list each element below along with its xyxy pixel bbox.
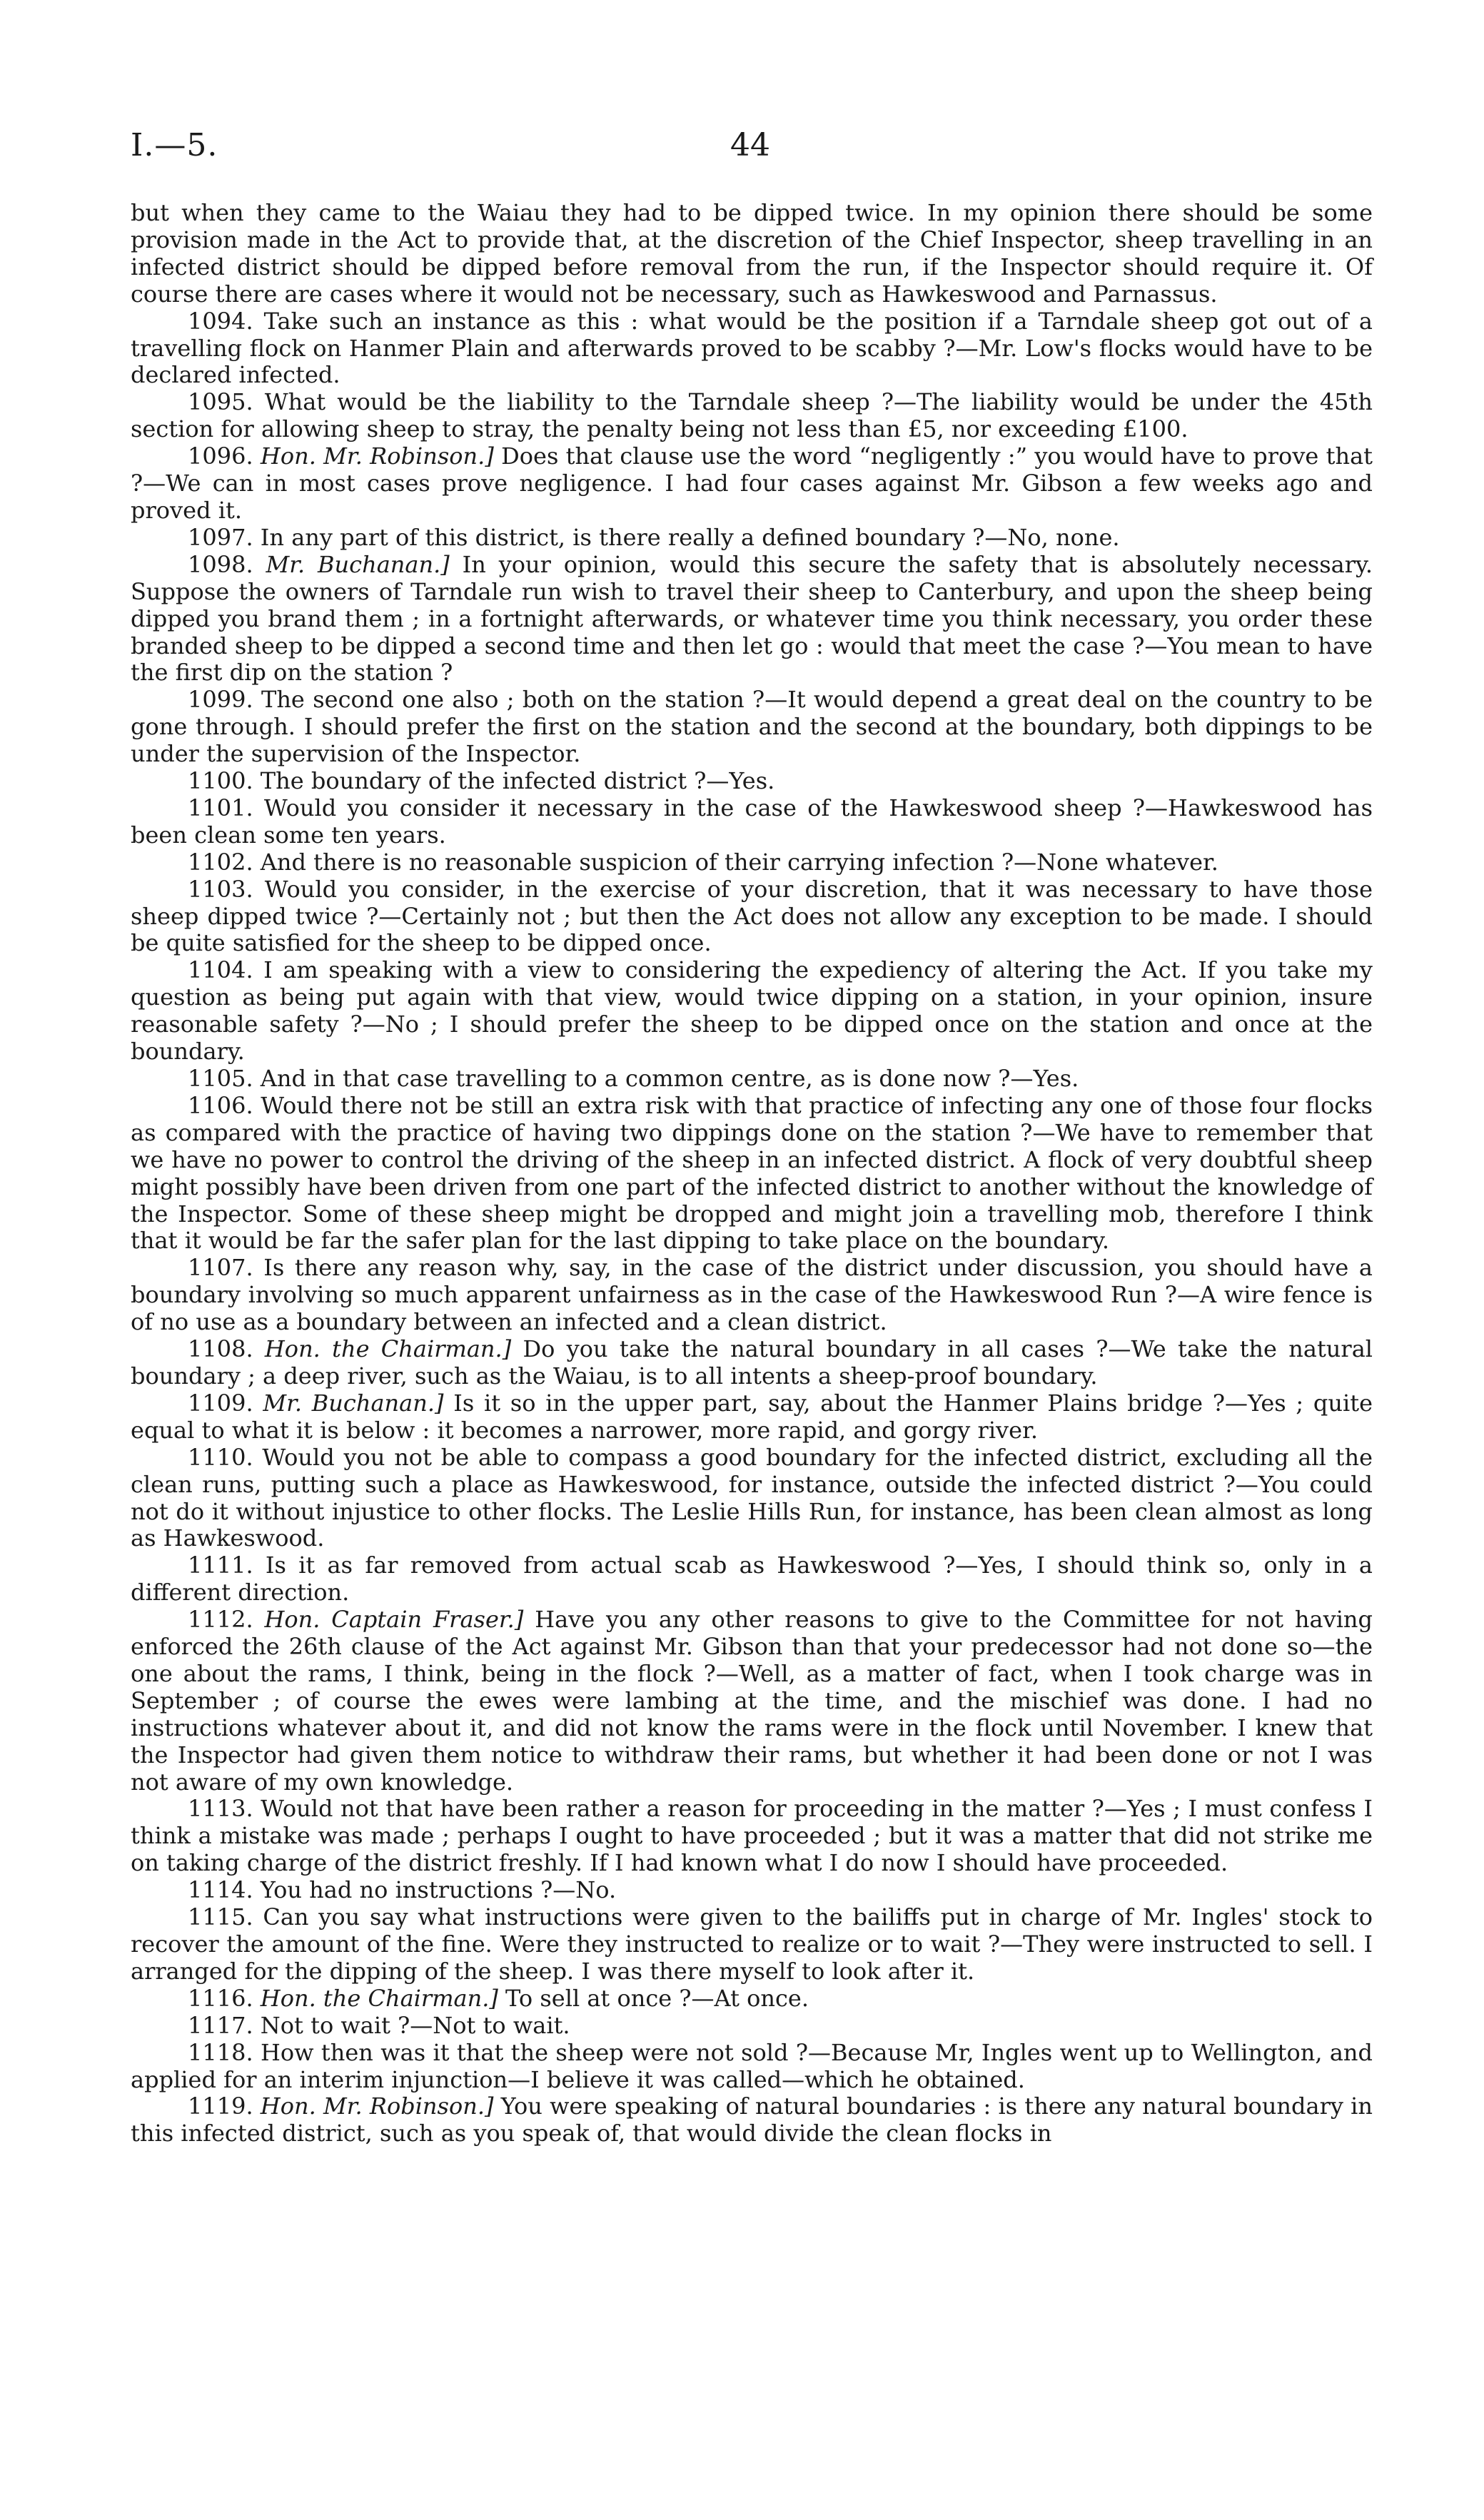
paragraph: [131, 443, 1373, 525]
paragraph: [131, 849, 1373, 876]
speaker-name: Mr. Buchanan.]: [266, 550, 450, 578]
question-number: 1119.: [188, 2093, 253, 2120]
paragraph-text: To sell at once ?—At once.: [505, 1984, 809, 2012]
question-number: 1109.: [188, 1389, 253, 1417]
paragraph: [131, 552, 1373, 687]
paragraph-text: In your opinion, would this secure the safety that is absolutely necessary. Suppose the owners of Tarndale run wish to travel their sheep to Canterbury, and upon the sheep being dipped you brand them ; in a fortnight afterwards, or whatever time you think necessary, you order these branded sheep to be dipped a second time and then let go : would that meet the case ?—You mean to have the first dip on the station ?: [131, 550, 1373, 687]
paragraph: [131, 2013, 1373, 2040]
paragraph: [131, 1985, 1373, 2013]
speaker-name: Mr. Buchanan.]: [263, 1389, 444, 1417]
paragraph: [131, 1255, 1373, 1336]
document-reference: I.—5.: [131, 127, 218, 163]
paragraph: [131, 957, 1373, 1066]
speaker-name: Hon. Mr. Robinson.]: [260, 442, 494, 470]
paragraph: [131, 1552, 1373, 1606]
paragraph-text: Would you not be able to compass a good boundary for the infected district, excluding all the clean runs, putting such a place as Hawkeswood, for instance, outside the infected district ?—You could not do it without injustice to other flocks. The Leslie Hills Run, for instance, has been clean almost as long as Hawkeswood.: [131, 1443, 1373, 1552]
paragraph-text: Would not that have been rather a reason for proceeding in the matter ?—Yes ; I must confess I think a mistake was made ; perhaps I ought to have proceeded ; but it was a matter that did not strike me on taking charge of the district freshly. If I had known what I do now I should have proceeded.: [131, 1795, 1373, 1877]
question-number: 1116.: [188, 1984, 253, 2012]
paragraph: [131, 795, 1373, 849]
paragraph: [131, 2040, 1373, 2094]
paragraph-text: Would there not be still an extra risk with that practice of infecting any one of those four flocks as compared with the practice of having two dippings done on the station ?—We have to remember that we have no power to control the driving of the sheep in an infected district. A flock of very doubtful sheep might possibly have been driven from one part of the infected district to another without the knowledge of the Inspector. Some of these sheep might be dropped and might join a travelling mob, therefore I think that it would be far the safer plan for the last dipping to take place on the boundary.: [131, 1091, 1373, 1255]
paragraph-text: Is there any reason why, say, in the case of the district under discussion, you should have a boundary involving so much apparent unfairness as in the case of the Hawkeswood Run ?—A wire fence is of no use as a boundary between an infected and a clean district.: [131, 1254, 1373, 1336]
question-number: 1105.: [188, 1065, 253, 1092]
paragraph: [131, 1336, 1373, 1390]
paragraph: [131, 389, 1373, 443]
evidence-text: [131, 200, 1373, 2147]
paragraph: [131, 1444, 1373, 1553]
page-number: 44: [730, 127, 770, 163]
paragraph: [131, 525, 1373, 552]
paragraph: [131, 308, 1373, 390]
paragraph-text: Not to wait ?—Not to wait.: [260, 2011, 570, 2039]
question-number: 1117.: [188, 2011, 253, 2039]
speaker-name: Hon. Captain Fraser.]: [264, 1606, 524, 1634]
paragraph-text: Does that clause use the word “negligently :” you would have to prove that ?—We can in most cases prove negligence. I had four cases against Mr. Gibson a few weeks ago and proved it.: [131, 442, 1373, 524]
paragraph-text: And in that case travelling to a common centre, as is done now ?—Yes.: [260, 1065, 1079, 1092]
question-number: 1112.: [188, 1606, 253, 1634]
paragraph-text: What would be the liability to the Tarndale sheep ?—The liability would be under the 45th section for allowing sheep to stray, the penalty being not less than £5, nor exceeding £100.: [131, 388, 1373, 443]
question-number: 1096.: [188, 442, 253, 470]
speaker-name: Hon. the Chairman.]: [260, 1984, 498, 2012]
page-header: [131, 127, 1373, 177]
speaker-name: Hon. Mr. Robinson.]: [260, 2093, 494, 2120]
question-number: 1100.: [188, 767, 253, 795]
question-number: 1102.: [188, 848, 253, 876]
paragraph-text: Is it as far removed from actual scab as Hawkeswood ?—Yes, I should think so, only in a different direction.: [131, 1552, 1373, 1606]
question-number: 1097.: [188, 523, 253, 551]
paragraph-text: And there is no reasonable suspicion of their carrying infection ?—None whatever.: [260, 848, 1218, 876]
paragraph-text: You had no instructions ?—No.: [260, 1876, 617, 1904]
paragraph-text: Would you consider it necessary in the case of the Hawkeswood sheep ?—Hawkeswood has been clean some ten years.: [131, 794, 1373, 849]
question-number: 1094.: [188, 307, 253, 335]
paragraph: [131, 2093, 1373, 2147]
question-number: 1107.: [188, 1254, 253, 1282]
question-number: 1115.: [188, 1903, 253, 1931]
paragraph-text: Take such an instance as this : what would be the position if a Tarndale sheep got out of a travelling flock on Hanmer Plain and afterwards proved to be scabby ?—Mr. Low's flocks would have to be declared infected.: [131, 307, 1373, 389]
paragraph: [131, 200, 1373, 308]
paragraph-text: Do you take the natural boundary in all cases ?—We take the natural boundary ; a deep river, such as the Waiau, is to all intents a sheep-proof boundary.: [131, 1335, 1373, 1390]
paragraph-text: Would you consider, in the exercise of your discretion, that it was necessary to have those sheep dipped twice ?—Certainly not ; but then the Act does not allow any exception to be made. I should be quite satisfied for the sheep to be dipped once.: [131, 875, 1373, 957]
paragraph: [131, 1877, 1373, 1904]
paragraph: [131, 687, 1373, 768]
paragraph-text: but when they came to the Waiau they had to be dipped twice. In my opinion there should be some provision made in the Act to provide that, at the discretion of the Chief Inspector, sheep travelling in an infected district should be dipped before removal from the run, if the Inspector should require it. Of course there are cases where it would not be necessary, such as Hawkeswood and Parnassus.: [131, 199, 1373, 308]
question-number: 1101.: [188, 794, 253, 821]
question-number: 1114.: [188, 1876, 253, 1904]
question-number: 1113.: [188, 1795, 253, 1823]
paragraph-text: Is it so in the upper part, say, about the Hanmer Plains bridge ?—Yes ; quite equal to what it is below : it becomes a narrower, more rapid, and gorgy river.: [131, 1389, 1373, 1444]
question-number: 1111.: [188, 1552, 253, 1579]
question-number: 1098.: [188, 550, 253, 578]
paragraph-text: Have you any other reasons to give to the Committee for not having enforced the 26th clause of the Act against Mr. Gibson than that your predecessor had not done so—the one about the rams, I think, being in the flock ?—Well, as a matter of fact, when I took charge was in September ; of course the ewes were lambing at the time, and the mischief was done. I had no instructions whatever about it, and did not know the rams were in the flock until November. I knew that the Inspector had given them notice to withdraw their rams, but whether it had been done or not I was not aware of my own knowledge.: [131, 1606, 1373, 1796]
question-number: 1103.: [188, 875, 253, 903]
paragraph: [131, 876, 1373, 958]
paragraph: [131, 1390, 1373, 1444]
question-number: 1110.: [188, 1443, 253, 1471]
question-number: 1118.: [188, 2038, 253, 2066]
paragraph: [131, 1606, 1373, 1796]
paragraph-text: I am speaking with a view to considering the expediency of altering the Act. If you take my question as being put again with that view, would twice dipping on a station, in your opinion, insure reasonable safety ?—No ; I should prefer the sheep to be dipped once on the station and once at the boundary.: [131, 956, 1373, 1066]
question-number: 1099.: [188, 686, 253, 714]
question-number: 1108.: [188, 1335, 253, 1363]
paragraph: [131, 1904, 1373, 1985]
question-number: 1104.: [188, 956, 253, 984]
paragraph: [131, 1796, 1373, 1877]
paragraph: [131, 1066, 1373, 1093]
paragraph-text: The boundary of the infected district ?—Yes.: [260, 767, 775, 795]
paragraph-text: The second one also ; both on the station ?—It would depend a great deal on the country to be gone through. I should prefer the first on the station and the second at the boundary, both dippings to be under the supervision of the Inspector.: [131, 686, 1373, 768]
paragraph-text: You were speaking of natural boundaries : is there any natural boundary in this infected district, such as you speak of, that would divide the clean flocks in: [131, 2093, 1373, 2147]
paragraph: [131, 768, 1373, 795]
paragraph: [131, 1093, 1373, 1255]
paragraph-text: Can you say what instructions were given to the bailiffs put in charge of Mr. Ingles' stock to recover the amount of the fine. Were they instructed to realize or to wait ?—They were instructed to sell. I arranged for the dipping of the sheep. I was there myself to look after it.: [131, 1903, 1373, 1985]
paragraph-text: How then was it that the sheep were not sold ?—Because Mr, Ingles went up to Wellington, and applied for an interim injunction—I believe it was called—which he obtained.: [131, 2038, 1373, 2093]
speaker-name: Hon. the Chairman.]: [264, 1335, 512, 1363]
paragraph-text: In any part of this district, is there really a defined boundary ?—No, none.: [260, 523, 1120, 551]
question-number: 1095.: [188, 388, 253, 416]
question-number: 1106.: [188, 1091, 253, 1119]
